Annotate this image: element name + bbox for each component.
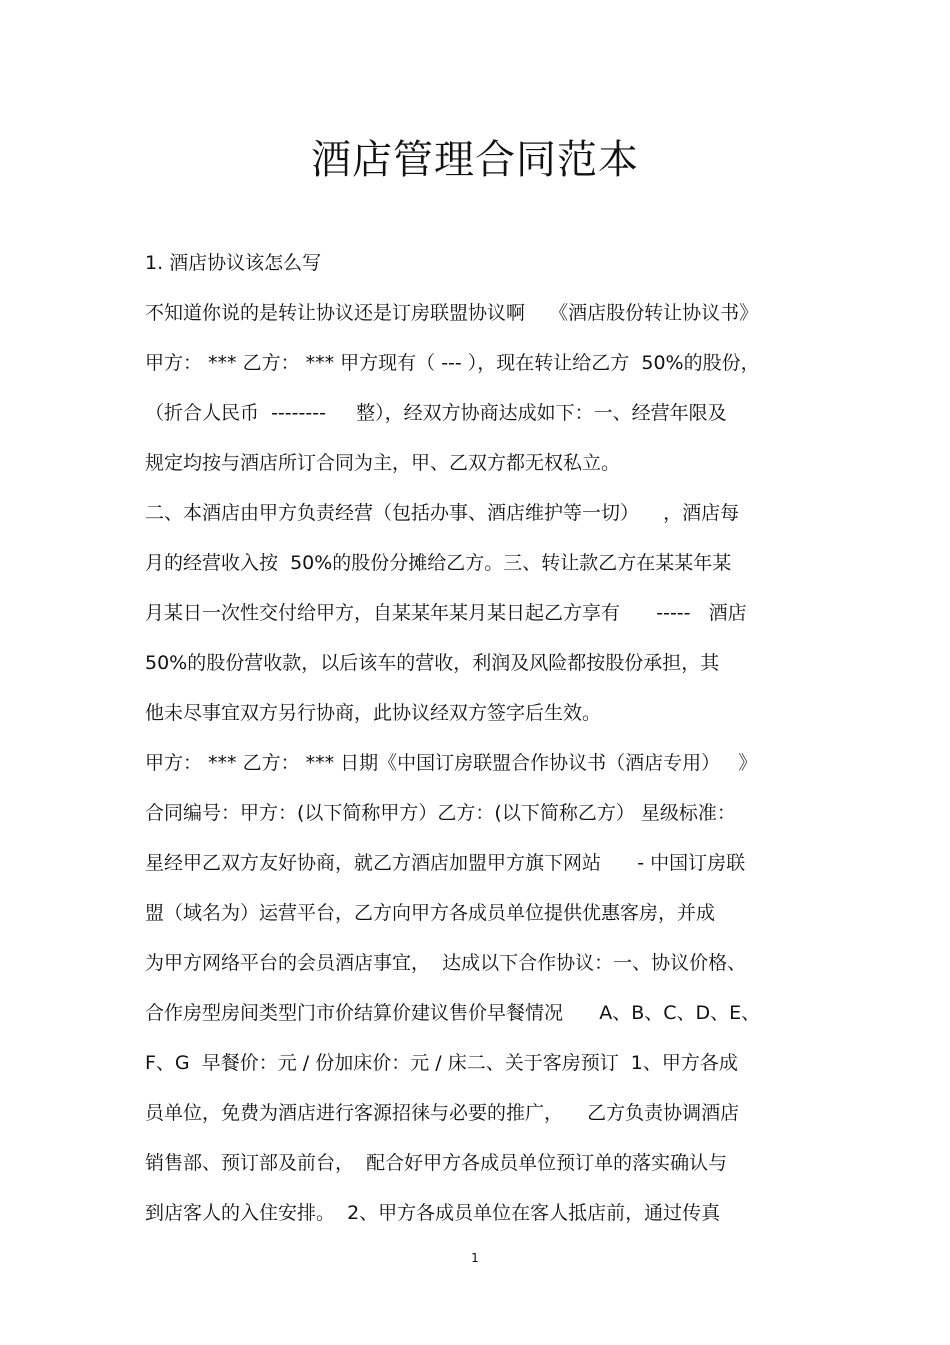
text-line: 1. 酒店协议该怎么写 bbox=[145, 252, 322, 274]
text-line: 甲方： *** 乙方： *** 甲方现有（ --- ），现在转让给乙方 50%的股份， bbox=[145, 352, 760, 374]
text-line: 月的经营收入按 50%的股份分摊给乙方。三、转让款乙方在某某年某 bbox=[145, 552, 732, 574]
text-line: 规定均按与酒店所订合同为主，甲、乙双方都无权私立。 bbox=[145, 452, 621, 474]
document-body bbox=[145, 238, 810, 1238]
text-line: （折合人民币 -------- 整），经双方协商达成如下：一、经营年限及 bbox=[145, 402, 727, 424]
text-line: F、G 早餐价：元 / 份加床价：元 / 床二、关于客房预订 1、甲方各成 bbox=[145, 1052, 738, 1074]
text-line: 不知道你说的是转让协议还是订房联盟协议啊 《酒店股份转让协议书》 bbox=[145, 302, 759, 324]
text-line: 星经甲乙双方友好协商，就乙方酒店加盟甲方旗下网站 - 中国订房联 bbox=[145, 852, 746, 874]
text-line: 合作房型房间类型门市价结算价建议售价早餐情况 A、B、C、D、E、 bbox=[145, 1002, 761, 1024]
text-line: 合同编号：甲方：(以下简称甲方）乙方：(以下简称乙方） 星级标准： bbox=[145, 802, 736, 824]
text-line: 员单位，免费为酒店进行客源招徕与必要的推广， 乙方负责协调酒店 bbox=[145, 1102, 740, 1124]
page-number: 1 bbox=[471, 1251, 479, 1265]
text-line: 月某日一次性交付给甲方，自某某年某月某日起乙方享有 ----- 酒店 bbox=[145, 602, 747, 624]
text-line: 甲方： *** 乙方： *** 日期《中国订房联盟合作协议书（酒店专用） 》 bbox=[145, 752, 758, 774]
text-line: 销售部、预订部及前台， 配合好甲方各成员单位预订单的落实确认与 bbox=[145, 1152, 728, 1174]
text-line: 到店客人的入住安排。 2、甲方各成员单位在客人抵店前，通过传真 bbox=[145, 1202, 721, 1224]
text-line: 为甲方网络平台的会员酒店事宜， 达成以下合作协议：一、协议价格、 bbox=[145, 952, 747, 974]
document-title: 酒店管理合同范本 bbox=[311, 137, 639, 183]
text-line: 二、本酒店由甲方负责经营（包括办事、酒店维护等一切） ，酒店每 bbox=[145, 502, 740, 524]
text-line: 他未尽事宜双方另行协商，此协议经双方签字后生效。 bbox=[145, 702, 602, 724]
text-line: 50%的股份营收款，以后该车的营收，利润及风险都按股份承担，其 bbox=[145, 652, 720, 674]
text-line: 盟（域名为）运营平台，乙方向甲方各成员单位提供优惠客房，并成 bbox=[145, 902, 716, 924]
